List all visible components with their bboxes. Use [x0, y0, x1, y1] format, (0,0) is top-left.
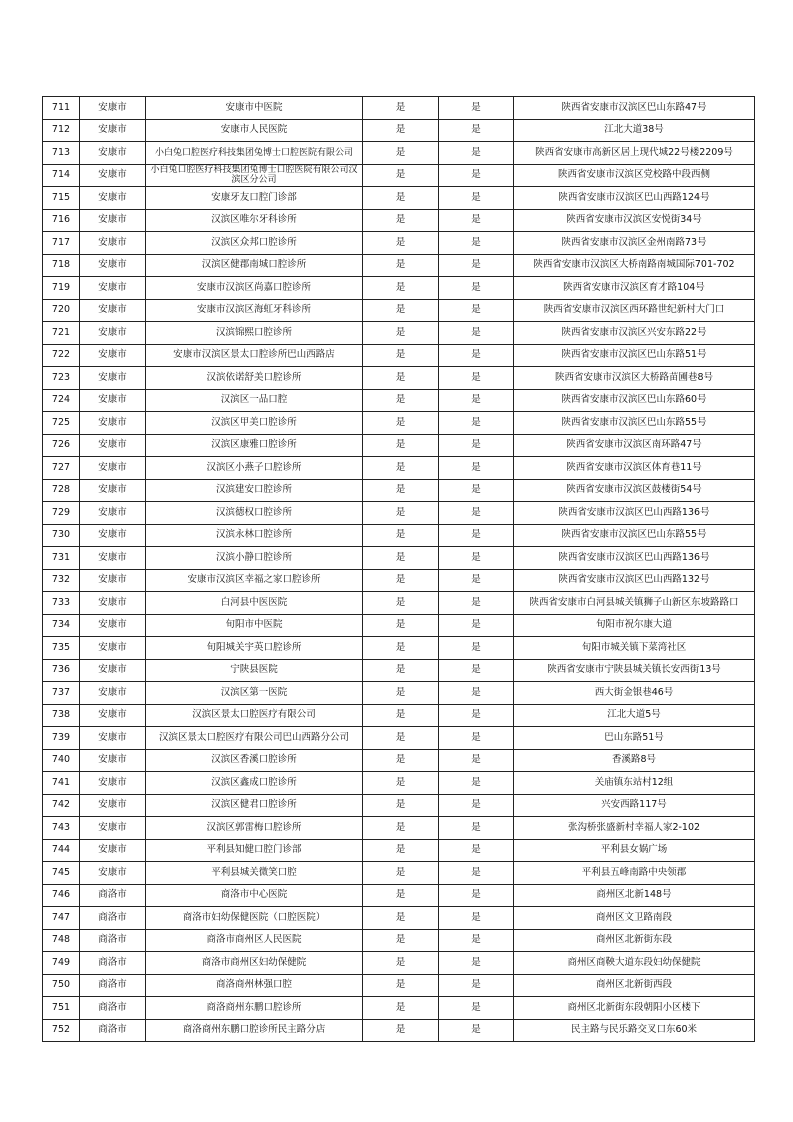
flag-b-cell: 是 [439, 727, 514, 750]
flag-a-cell: 是 [363, 209, 439, 232]
flag-b-cell: 是 [439, 479, 514, 502]
institution-name-cell: 商洛商州东鹏口腔诊所 [146, 997, 363, 1020]
table-row [43, 119, 755, 142]
city-cell: 安康市 [80, 727, 146, 750]
flag-a-cell: 是 [363, 772, 439, 795]
flag-a-cell: 是 [363, 367, 439, 390]
flag-a-cell: 是 [363, 1019, 439, 1042]
city-cell: 安康市 [80, 277, 146, 300]
row-number-cell: 745 [43, 862, 80, 885]
flag-a-cell: 是 [363, 547, 439, 570]
table-row [43, 682, 755, 705]
institution-name-cell: 汉滨区景太口腔医疗有限公司 [146, 704, 363, 727]
city-cell: 安康市 [80, 187, 146, 210]
address-cell: 民主路与民乐路交叉口东60米 [514, 1019, 755, 1042]
city-cell: 安康市 [80, 794, 146, 817]
flag-a-cell: 是 [363, 884, 439, 907]
address-cell: 平利县女娲广场 [514, 839, 755, 862]
flag-a-cell: 是 [363, 592, 439, 615]
flag-b-cell: 是 [439, 164, 514, 187]
institution-name-cell: 安康市人民医院 [146, 119, 363, 142]
table-row [43, 997, 755, 1020]
row-number-cell: 736 [43, 659, 80, 682]
city-cell: 商洛市 [80, 1019, 146, 1042]
flag-b-cell: 是 [439, 457, 514, 480]
flag-b-cell: 是 [439, 794, 514, 817]
city-cell: 安康市 [80, 232, 146, 255]
flag-a-cell: 是 [363, 457, 439, 480]
institution-name-cell: 旬阳城关宇英口腔诊所 [146, 637, 363, 660]
table-row [43, 187, 755, 210]
city-cell: 商洛市 [80, 907, 146, 930]
table-row [43, 142, 755, 165]
flag-a-cell: 是 [363, 142, 439, 165]
row-number-cell: 731 [43, 547, 80, 570]
flag-a-cell: 是 [363, 299, 439, 322]
city-cell: 商洛市 [80, 929, 146, 952]
table-row [43, 1019, 755, 1042]
city-cell: 商洛市 [80, 997, 146, 1020]
city-cell: 安康市 [80, 434, 146, 457]
city-cell: 安康市 [80, 659, 146, 682]
table-row [43, 502, 755, 525]
table-row [43, 569, 755, 592]
address-cell: 陕西省安康市汉滨区巴山东路51号 [514, 344, 755, 367]
flag-a-cell: 是 [363, 839, 439, 862]
table-body [43, 97, 755, 1042]
address-cell: 陕西省安康市汉滨区巴山西路124号 [514, 187, 755, 210]
flag-b-cell: 是 [439, 749, 514, 772]
flag-a-cell: 是 [363, 187, 439, 210]
document-page [42, 96, 740, 1042]
flag-a-cell: 是 [363, 232, 439, 255]
table-row [43, 232, 755, 255]
flag-b-cell: 是 [439, 254, 514, 277]
flag-b-cell: 是 [439, 1019, 514, 1042]
institution-name-cell: 白河县中医医院 [146, 592, 363, 615]
address-cell: 陕西省安康市高新区居上现代城22号楼2209号 [514, 142, 755, 165]
address-cell: 江北大道5号 [514, 704, 755, 727]
table-row [43, 592, 755, 615]
flag-a-cell: 是 [363, 637, 439, 660]
flag-b-cell: 是 [439, 952, 514, 975]
table-row [43, 322, 755, 345]
table-row [43, 704, 755, 727]
flag-b-cell: 是 [439, 322, 514, 345]
row-number-cell: 751 [43, 997, 80, 1020]
city-cell: 安康市 [80, 749, 146, 772]
flag-b-cell: 是 [439, 547, 514, 570]
table-row [43, 344, 755, 367]
institution-name-cell: 小白兔口腔医疗科技集团兔博士口腔医院有限公司汉滨区分公司 [146, 164, 363, 187]
city-cell: 安康市 [80, 142, 146, 165]
institution-name-cell: 安康市汉滨区景太口腔诊所巴山西路店 [146, 344, 363, 367]
city-cell: 商洛市 [80, 952, 146, 975]
city-cell: 安康市 [80, 862, 146, 885]
table-row [43, 254, 755, 277]
city-cell: 安康市 [80, 299, 146, 322]
address-cell: 旬阳市祝尔康大道 [514, 614, 755, 637]
city-cell: 安康市 [80, 592, 146, 615]
flag-b-cell: 是 [439, 682, 514, 705]
row-number-cell: 739 [43, 727, 80, 750]
row-number-cell: 734 [43, 614, 80, 637]
table-row [43, 817, 755, 840]
table-row [43, 457, 755, 480]
row-number-cell: 735 [43, 637, 80, 660]
address-cell: 陕西省安康市汉滨区巴山东路55号 [514, 412, 755, 435]
flag-a-cell: 是 [363, 389, 439, 412]
flag-a-cell: 是 [363, 794, 439, 817]
address-cell: 陕西省安康市汉滨区西环路世纪新村大门口 [514, 299, 755, 322]
flag-a-cell: 是 [363, 974, 439, 997]
flag-b-cell: 是 [439, 884, 514, 907]
row-number-cell: 738 [43, 704, 80, 727]
table-row [43, 524, 755, 547]
row-number-cell: 749 [43, 952, 80, 975]
row-number-cell: 725 [43, 412, 80, 435]
address-cell: 陕西省安康市汉滨区巴山东路47号 [514, 97, 755, 120]
flag-b-cell: 是 [439, 929, 514, 952]
institution-name-cell: 旬阳市中医院 [146, 614, 363, 637]
address-cell: 陕西省安康市汉滨区党校路中段西侧 [514, 164, 755, 187]
institution-name-cell: 平利县知健口腔门诊部 [146, 839, 363, 862]
address-cell: 巴山东路51号 [514, 727, 755, 750]
table-row [43, 97, 755, 120]
table-row [43, 794, 755, 817]
row-number-cell: 730 [43, 524, 80, 547]
institution-name-cell: 汉滨建安口腔诊所 [146, 479, 363, 502]
table-row [43, 884, 755, 907]
address-cell: 西大街金银巷46号 [514, 682, 755, 705]
row-number-cell: 748 [43, 929, 80, 952]
flag-b-cell: 是 [439, 524, 514, 547]
table-row [43, 434, 755, 457]
city-cell: 安康市 [80, 322, 146, 345]
row-number-cell: 747 [43, 907, 80, 930]
table-row [43, 772, 755, 795]
institution-name-cell: 安康市中医院 [146, 97, 363, 120]
city-cell: 安康市 [80, 547, 146, 570]
flag-b-cell: 是 [439, 389, 514, 412]
flag-b-cell: 是 [439, 704, 514, 727]
city-cell: 安康市 [80, 389, 146, 412]
city-cell: 安康市 [80, 614, 146, 637]
flag-a-cell: 是 [363, 322, 439, 345]
institution-name-cell: 小白兔口腔医疗科技集团兔博士口腔医院有限公司 [146, 142, 363, 165]
table-row [43, 974, 755, 997]
flag-b-cell: 是 [439, 637, 514, 660]
row-number-cell: 720 [43, 299, 80, 322]
address-cell: 陕西省安康市白河县城关镇狮子山新区东坡路路口 [514, 592, 755, 615]
row-number-cell: 713 [43, 142, 80, 165]
flag-a-cell: 是 [363, 254, 439, 277]
city-cell: 安康市 [80, 412, 146, 435]
row-number-cell: 750 [43, 974, 80, 997]
institution-name-cell: 汉滨区健君口腔诊所 [146, 794, 363, 817]
table-row [43, 389, 755, 412]
institution-name-cell: 汉滨区小燕子口腔诊所 [146, 457, 363, 480]
flag-a-cell: 是 [363, 682, 439, 705]
flag-a-cell: 是 [363, 659, 439, 682]
institution-name-cell: 汉滨区唯尔牙科诊所 [146, 209, 363, 232]
table-row [43, 614, 755, 637]
institution-name-cell: 汉滨依诺舒美口腔诊所 [146, 367, 363, 390]
flag-b-cell: 是 [439, 817, 514, 840]
row-number-cell: 732 [43, 569, 80, 592]
flag-a-cell: 是 [363, 749, 439, 772]
row-number-cell: 711 [43, 97, 80, 120]
address-cell: 张沟桥张盛新村幸福人家2-102 [514, 817, 755, 840]
flag-b-cell: 是 [439, 569, 514, 592]
flag-a-cell: 是 [363, 412, 439, 435]
address-cell: 陕西省安康市汉滨区金州南路73号 [514, 232, 755, 255]
institution-name-cell: 安康市汉滨区幸福之家口腔诊所 [146, 569, 363, 592]
address-cell: 陕西省安康市汉滨区鼓楼街54号 [514, 479, 755, 502]
row-number-cell: 746 [43, 884, 80, 907]
row-number-cell: 721 [43, 322, 80, 345]
flag-a-cell: 是 [363, 434, 439, 457]
institution-name-cell: 平利县城关微笑口腔 [146, 862, 363, 885]
flag-a-cell: 是 [363, 164, 439, 187]
institution-name-cell: 汉滨永林口腔诊所 [146, 524, 363, 547]
flag-b-cell: 是 [439, 862, 514, 885]
city-cell: 安康市 [80, 637, 146, 660]
flag-b-cell: 是 [439, 232, 514, 255]
row-number-cell: 733 [43, 592, 80, 615]
table-row [43, 659, 755, 682]
table-row [43, 727, 755, 750]
table-row [43, 952, 755, 975]
city-cell: 安康市 [80, 344, 146, 367]
flag-b-cell: 是 [439, 614, 514, 637]
city-cell: 安康市 [80, 817, 146, 840]
address-cell: 陕西省安康市宁陕县城关镇长安西街13号 [514, 659, 755, 682]
flag-b-cell: 是 [439, 277, 514, 300]
flag-b-cell: 是 [439, 367, 514, 390]
flag-a-cell: 是 [363, 907, 439, 930]
flag-a-cell: 是 [363, 479, 439, 502]
flag-b-cell: 是 [439, 502, 514, 525]
row-number-cell: 714 [43, 164, 80, 187]
flag-b-cell: 是 [439, 659, 514, 682]
institution-name-cell: 汉滨区一品口腔 [146, 389, 363, 412]
city-cell: 安康市 [80, 524, 146, 547]
flag-b-cell: 是 [439, 119, 514, 142]
row-number-cell: 724 [43, 389, 80, 412]
row-number-cell: 728 [43, 479, 80, 502]
row-number-cell: 740 [43, 749, 80, 772]
row-number-cell: 742 [43, 794, 80, 817]
institution-name-cell: 商洛市商州区人民医院 [146, 929, 363, 952]
row-number-cell: 716 [43, 209, 80, 232]
institution-name-cell: 商洛市妇幼保健医院（口腔医院） [146, 907, 363, 930]
institution-name-cell: 汉滨区香溪口腔诊所 [146, 749, 363, 772]
table-row [43, 749, 755, 772]
flag-a-cell: 是 [363, 277, 439, 300]
flag-b-cell: 是 [439, 772, 514, 795]
flag-a-cell: 是 [363, 929, 439, 952]
address-cell: 陕西省安康市汉滨区巴山西路132号 [514, 569, 755, 592]
institution-name-cell: 宁陕县医院 [146, 659, 363, 682]
flag-b-cell: 是 [439, 592, 514, 615]
address-cell: 陕西省安康市汉滨区育才路104号 [514, 277, 755, 300]
row-number-cell: 722 [43, 344, 80, 367]
institution-name-cell: 商洛商州林强口腔 [146, 974, 363, 997]
address-cell: 香溪路8号 [514, 749, 755, 772]
table-row [43, 479, 755, 502]
flag-a-cell: 是 [363, 704, 439, 727]
city-cell: 安康市 [80, 164, 146, 187]
city-cell: 安康市 [80, 254, 146, 277]
institution-name-cell: 汉滨小静口腔诊所 [146, 547, 363, 570]
address-cell: 旬阳市城关镇下菜湾社区 [514, 637, 755, 660]
address-cell: 兴安西路117号 [514, 794, 755, 817]
row-number-cell: 717 [43, 232, 80, 255]
row-number-cell: 744 [43, 839, 80, 862]
address-cell: 商州区文卫路南段 [514, 907, 755, 930]
address-cell: 陕西省安康市汉滨区兴安东路22号 [514, 322, 755, 345]
table-row [43, 277, 755, 300]
address-cell: 平利县五峰南路中央领郡 [514, 862, 755, 885]
institution-name-cell: 汉滨区鑫成口腔诊所 [146, 772, 363, 795]
table-row [43, 299, 755, 322]
flag-a-cell: 是 [363, 997, 439, 1020]
institution-name-cell: 安康市汉滨区海虹牙科诊所 [146, 299, 363, 322]
address-cell: 陕西省安康市汉滨区大桥南路南城国际701-702 [514, 254, 755, 277]
table-row [43, 412, 755, 435]
city-cell: 安康市 [80, 119, 146, 142]
table-row [43, 547, 755, 570]
table-row [43, 367, 755, 390]
row-number-cell: 726 [43, 434, 80, 457]
address-cell: 陕西省安康市汉滨区大桥路苗圃巷8号 [514, 367, 755, 390]
city-cell: 安康市 [80, 367, 146, 390]
flag-b-cell: 是 [439, 97, 514, 120]
table-row [43, 209, 755, 232]
address-cell: 商州区北新街东段 [514, 929, 755, 952]
city-cell: 安康市 [80, 569, 146, 592]
flag-b-cell: 是 [439, 839, 514, 862]
flag-a-cell: 是 [363, 817, 439, 840]
city-cell: 商洛市 [80, 974, 146, 997]
row-number-cell: 741 [43, 772, 80, 795]
address-cell: 关庙镇东站村12组 [514, 772, 755, 795]
address-cell: 陕西省安康市汉滨区南环路47号 [514, 434, 755, 457]
table-row [43, 929, 755, 952]
institution-table [42, 96, 755, 1042]
row-number-cell: 737 [43, 682, 80, 705]
flag-a-cell: 是 [363, 524, 439, 547]
table-row [43, 907, 755, 930]
row-number-cell: 715 [43, 187, 80, 210]
institution-name-cell: 安康牙友口腔门诊部 [146, 187, 363, 210]
address-cell: 陕西省安康市汉滨区巴山西路136号 [514, 502, 755, 525]
institution-name-cell: 汉滨区健郡南城口腔诊所 [146, 254, 363, 277]
address-cell: 江北大道38号 [514, 119, 755, 142]
flag-a-cell: 是 [363, 614, 439, 637]
row-number-cell: 727 [43, 457, 80, 480]
row-number-cell: 729 [43, 502, 80, 525]
address-cell: 商州区北新148号 [514, 884, 755, 907]
flag-b-cell: 是 [439, 299, 514, 322]
city-cell: 商洛市 [80, 884, 146, 907]
flag-b-cell: 是 [439, 434, 514, 457]
flag-a-cell: 是 [363, 952, 439, 975]
city-cell: 安康市 [80, 502, 146, 525]
institution-name-cell: 汉滨区康雅口腔诊所 [146, 434, 363, 457]
table-row [43, 839, 755, 862]
row-number-cell: 712 [43, 119, 80, 142]
flag-a-cell: 是 [363, 97, 439, 120]
institution-name-cell: 汉滨区景太口腔医疗有限公司巴山西路分公司 [146, 727, 363, 750]
row-number-cell: 743 [43, 817, 80, 840]
institution-name-cell: 汉滨区郭雷梅口腔诊所 [146, 817, 363, 840]
address-cell: 商州区商鞅大道东段妇幼保健院 [514, 952, 755, 975]
institution-name-cell: 汉滨区第一医院 [146, 682, 363, 705]
table-row [43, 637, 755, 660]
city-cell: 安康市 [80, 704, 146, 727]
flag-b-cell: 是 [439, 187, 514, 210]
flag-b-cell: 是 [439, 344, 514, 367]
flag-a-cell: 是 [363, 119, 439, 142]
flag-a-cell: 是 [363, 344, 439, 367]
address-cell: 陕西省安康市汉滨区巴山西路136号 [514, 547, 755, 570]
address-cell: 陕西省安康市汉滨区巴山东路60号 [514, 389, 755, 412]
institution-name-cell: 商洛市中心医院 [146, 884, 363, 907]
flag-b-cell: 是 [439, 412, 514, 435]
row-number-cell: 718 [43, 254, 80, 277]
address-cell: 陕西省安康市汉滨区安悦街34号 [514, 209, 755, 232]
table-row [43, 164, 755, 187]
flag-a-cell: 是 [363, 502, 439, 525]
institution-name-cell: 安康市汉滨区尚嘉口腔诊所 [146, 277, 363, 300]
city-cell: 安康市 [80, 479, 146, 502]
city-cell: 安康市 [80, 97, 146, 120]
city-cell: 安康市 [80, 457, 146, 480]
flag-b-cell: 是 [439, 142, 514, 165]
institution-name-cell: 商洛市商州区妇幼保健院 [146, 952, 363, 975]
city-cell: 安康市 [80, 772, 146, 795]
institution-name-cell: 商洛商州东鹏口腔诊所民主路分店 [146, 1019, 363, 1042]
table-row [43, 862, 755, 885]
row-number-cell: 723 [43, 367, 80, 390]
address-cell: 商州区北新街东段朝阳小区楼下 [514, 997, 755, 1020]
flag-b-cell: 是 [439, 907, 514, 930]
flag-b-cell: 是 [439, 209, 514, 232]
row-number-cell: 752 [43, 1019, 80, 1042]
institution-name-cell: 汉滨德权口腔诊所 [146, 502, 363, 525]
address-cell: 商州区北新街西段 [514, 974, 755, 997]
institution-name-cell: 汉滨区众邦口腔诊所 [146, 232, 363, 255]
city-cell: 安康市 [80, 209, 146, 232]
address-cell: 陕西省安康市汉滨区体育巷11号 [514, 457, 755, 480]
flag-b-cell: 是 [439, 997, 514, 1020]
flag-a-cell: 是 [363, 569, 439, 592]
flag-a-cell: 是 [363, 727, 439, 750]
institution-name-cell: 汉滨锦熙口腔诊所 [146, 322, 363, 345]
flag-b-cell: 是 [439, 974, 514, 997]
city-cell: 安康市 [80, 839, 146, 862]
flag-a-cell: 是 [363, 862, 439, 885]
institution-name-cell: 汉滨区甲美口腔诊所 [146, 412, 363, 435]
address-cell: 陕西省安康市汉滨区巴山东路55号 [514, 524, 755, 547]
row-number-cell: 719 [43, 277, 80, 300]
city-cell: 安康市 [80, 682, 146, 705]
